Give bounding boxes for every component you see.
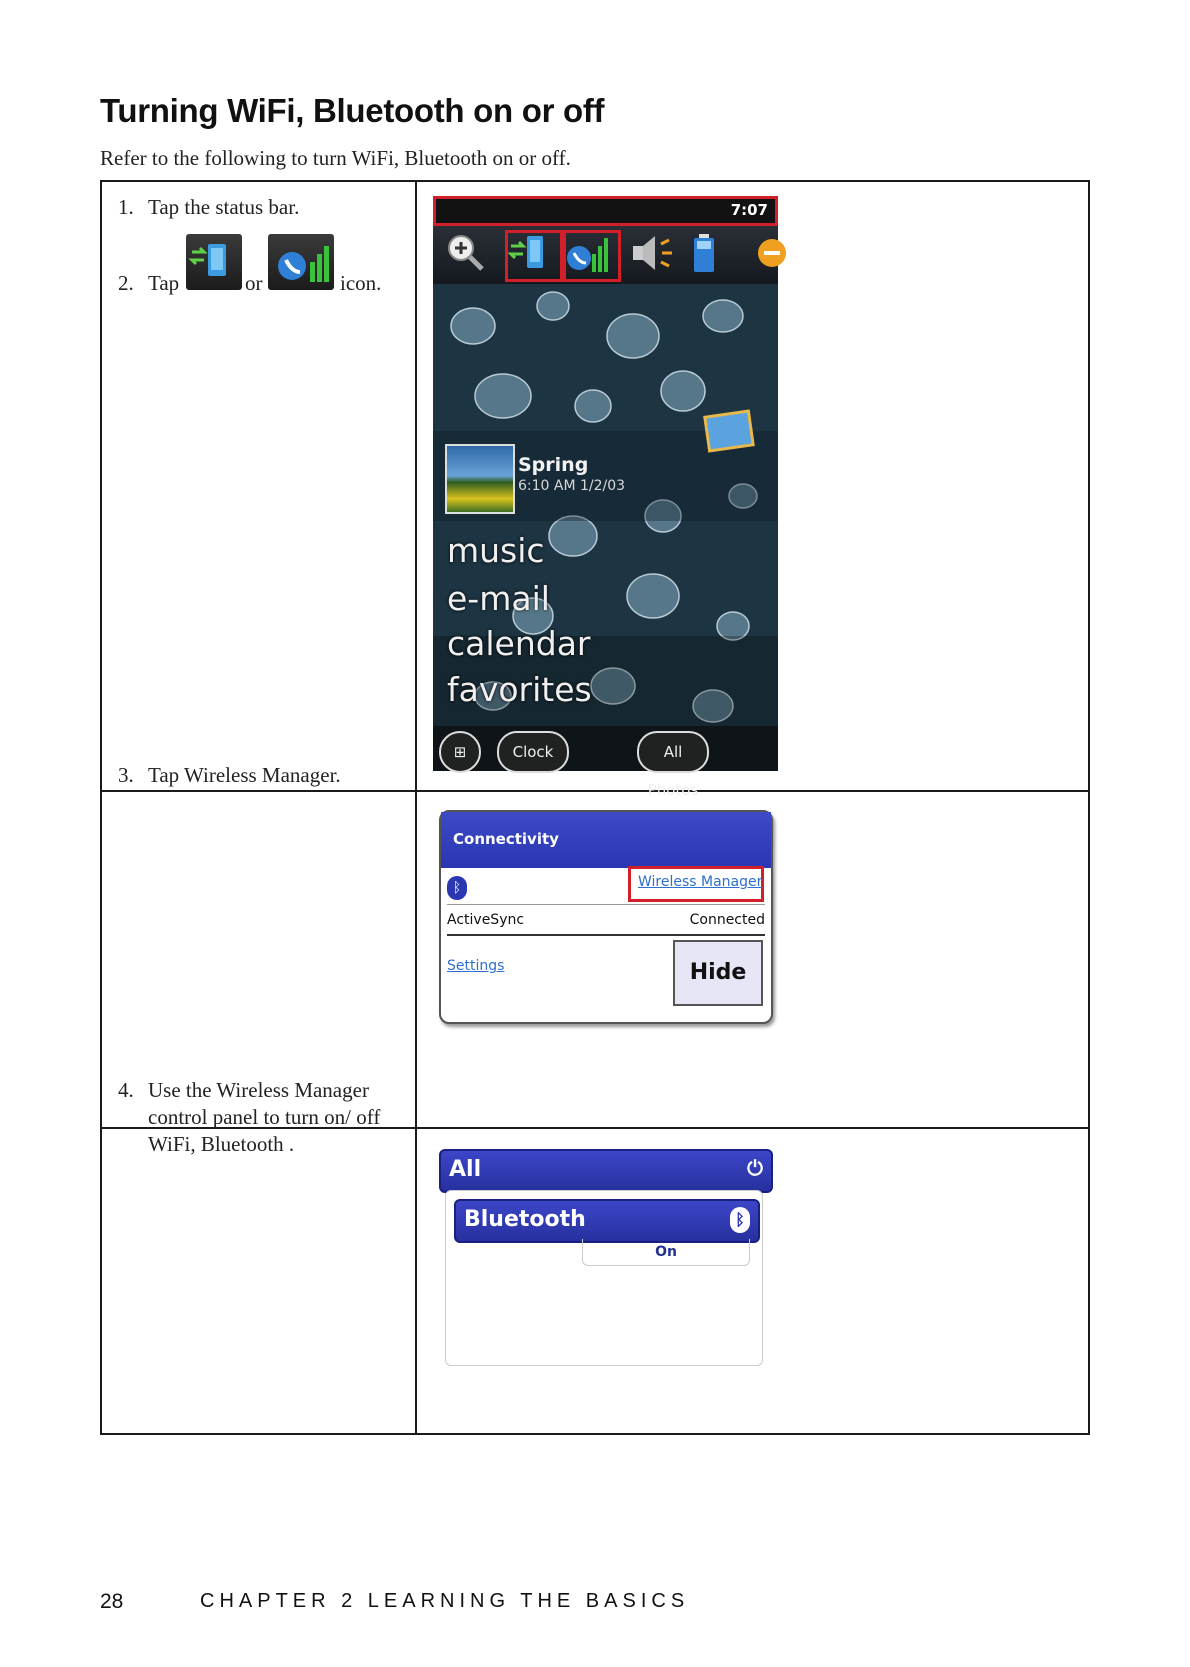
phone-signal-icon (268, 234, 334, 290)
activesync-row (447, 906, 765, 936)
status-bar-highlight (433, 196, 778, 226)
windows-start-icon[interactable]: ⊞ (439, 731, 481, 773)
step-4 (118, 1077, 380, 1158)
power-icon[interactable]: ⏻ (747, 1156, 763, 1180)
step-text: control panel to turn on/ off (148, 1105, 381, 1129)
bluetooth-icon: ᛒ (730, 1207, 750, 1233)
bluetooth-label: Bluetooth (464, 1207, 586, 1232)
settings-link[interactable]: Settings (447, 958, 505, 974)
all-label: All (449, 1157, 482, 1182)
step-text: Tap Wireless Manager. (148, 763, 341, 787)
page-number: 28 (100, 1590, 124, 1613)
connectivity-header: Connectivity (441, 812, 771, 868)
step-1 (118, 194, 299, 221)
connectivity-icon (186, 234, 242, 290)
menu-item-favorites[interactable]: favorites (447, 670, 592, 709)
status-time: 7:07 (730, 201, 768, 219)
step-2 (118, 270, 179, 297)
menu-item-email[interactable]: e-mail (447, 579, 550, 618)
speaker-icon[interactable] (629, 230, 675, 276)
more-icon[interactable] (749, 230, 795, 276)
photo-tile[interactable] (445, 444, 515, 514)
step-text: Tap the status bar. (148, 195, 300, 219)
page-title: Turning WiFi, Bluetooth on or off (100, 92, 605, 129)
battery-icon[interactable] (685, 230, 731, 276)
bluetooth-icon: ᛒ (447, 876, 467, 900)
step-number: 4. (118, 1078, 134, 1102)
zoom-icon[interactable] (443, 230, 489, 276)
tile-title: Spring (518, 454, 589, 476)
menu-item-calendar[interactable]: calendar (447, 624, 591, 663)
step-2-or: or (245, 271, 263, 295)
tile-subtitle: 6:10 AM 1/2/03 (518, 478, 626, 494)
step-number: 3. (118, 763, 134, 787)
bottom-bar (433, 726, 778, 799)
all-toggle-bar[interactable] (439, 1149, 773, 1193)
bluetooth-status: On (582, 1239, 750, 1266)
step-number: 2. (118, 271, 134, 295)
instruction-table (100, 180, 1090, 1435)
menu-item-music[interactable]: music (447, 531, 545, 570)
connected-status: Connected (689, 912, 765, 928)
intro-text: Refer to the following to turn WiFi, Bluetooth on or off. (100, 146, 571, 170)
step-2-suffix: icon. (340, 271, 382, 295)
step-text: WiFi, Bluetooth . (148, 1132, 295, 1156)
phone-signal-icon-highlight (563, 230, 621, 282)
table-column-divider (415, 182, 417, 1433)
all-photos-button[interactable]: All Photos (637, 731, 709, 773)
step-3 (118, 762, 341, 789)
step-text: Use the Wireless Manager (148, 1078, 369, 1102)
step-text: Tap (148, 271, 180, 295)
wireless-manager-link[interactable]: Wireless Manager (638, 874, 763, 890)
step-number: 1. (118, 195, 134, 219)
bluetooth-toggle-bar[interactable] (454, 1199, 760, 1243)
connectivity-icon-highlight (505, 230, 563, 282)
hide-button[interactable]: Hide (673, 940, 763, 1006)
table-row-divider (102, 790, 1088, 792)
photo-tile-info (518, 454, 625, 494)
phone-screenshot (433, 196, 778, 799)
activesync-label: ActiveSync (447, 912, 525, 928)
chapter-footer: CHAPTER 2 LEARNING THE BASICS (200, 1590, 690, 1612)
connectivity-panel (439, 810, 773, 1024)
clock-button[interactable]: Clock (497, 731, 569, 773)
